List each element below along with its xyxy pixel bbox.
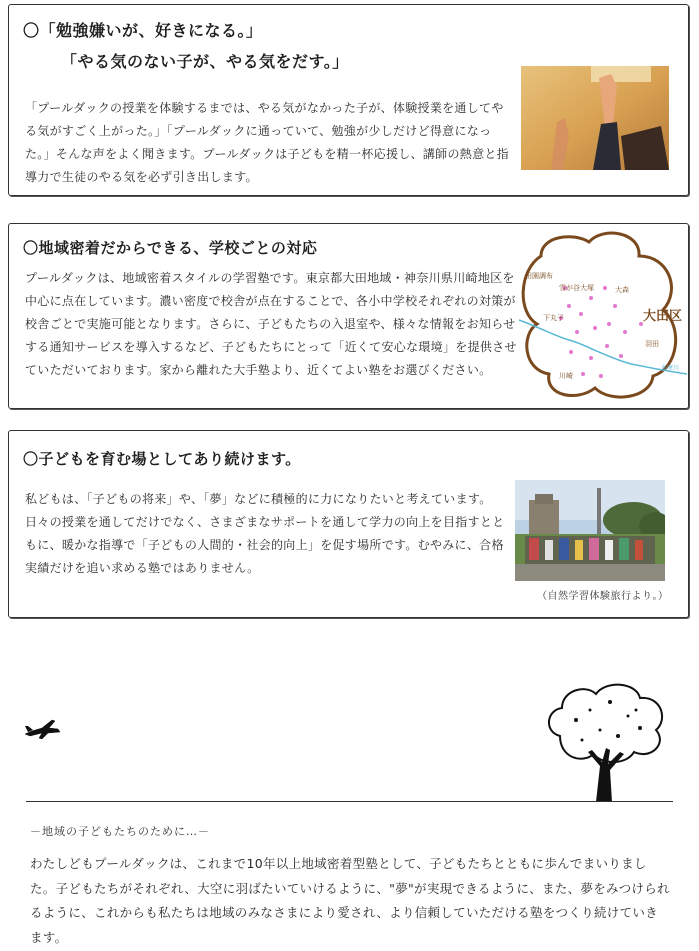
section-local <box>8 223 689 409</box>
airplane-icon <box>22 714 62 742</box>
footer-divider <box>26 801 673 802</box>
label-kawasaki: 川崎 <box>559 372 573 380</box>
section-nurture <box>8 430 689 618</box>
raised-hands-photo <box>521 66 669 170</box>
section2-heading: 〇地域密着だからできる、学校ごとの対応 <box>23 239 318 257</box>
section3-body: 私どもは、「子どもの将来」や、「夢」などに積極的に力になりたいと考えています。日々の授業を通してだけでなく、さまざまなサポートを通して学力の向上を目指すとともに、暖かな指導で「子どもの人間的・社会的向上」を促す場所です。むやみに、合格実績だけを追い求める塾ではありません。 <box>25 492 505 575</box>
ota-map <box>511 228 687 406</box>
section1-heading-line2: 「やる気のない子が、やる気をだす。」 <box>61 52 349 71</box>
section-motivation <box>8 4 689 196</box>
group-photo <box>515 480 665 581</box>
label-tamagawa: 多摩川 <box>661 365 680 372</box>
label-omori: 大森 <box>615 286 629 294</box>
group-people <box>525 536 655 564</box>
section3-heading: 〇子どもを育む場としてあり続けます。 <box>23 450 301 468</box>
label-denenchofu: 田園調布 <box>525 272 553 280</box>
section2-body: プールダックは、地域密着スタイルの学習塾です。東京都大田地域・神奈川県川崎地区を中心に点在しています。濃い密度で校舎が点在することで、各小中学校それぞれの対策が校舎ごとで実施可能となります。さらに、子どもたちの入退室や、様々な情報をお知らせする通知サービスを導入するなど、子どもたちにとって「近くて安心な環境」を提供させていただいております。家から離れた大手塾より、近くてよい塾をお選びください。 <box>25 271 517 377</box>
section1-heading-line1: 〇「勉強嫌いが、好きになる。」 <box>23 21 263 40</box>
photo-caption: （自然学習体験旅行より。） <box>537 591 669 602</box>
footer-title: －地域の子どもたちのために…－ <box>30 825 210 838</box>
label-shimomaruko: 下丸子 <box>543 314 564 322</box>
footer-body: わたしどもプールダックは、これまで10年以上地域密着型塾として、子どもたちとともに歩んでまいりました。子どもたちがそれぞれ、大空に羽ばたいていけるように、"夢"が実現できるように、また、夢をみつけられるように、これからも私たちは地域のみなさまにより愛され、より信頼していただける塾をつくり続けていきます。 <box>30 856 670 945</box>
section1-body: 「プールダックの授業を体験するまでは、やる気がなかった子が、体験授業を通してやる気がすごく上がった。」「プールダックに通っていて、勉強が少しだけど得意になった。」そんな声をよく聞きます。プールダックは子どもを精一杯応援し、講師の熱意と指導力で生徒のやる気を必ず引き出します。 <box>25 101 509 184</box>
label-haneda: 羽田 <box>645 340 659 348</box>
tree-trunk <box>588 748 624 802</box>
label-yukigaya: 雪が谷大塚 <box>559 284 594 292</box>
map-title: 大田区 <box>643 309 683 324</box>
tree-illustration <box>540 680 670 802</box>
